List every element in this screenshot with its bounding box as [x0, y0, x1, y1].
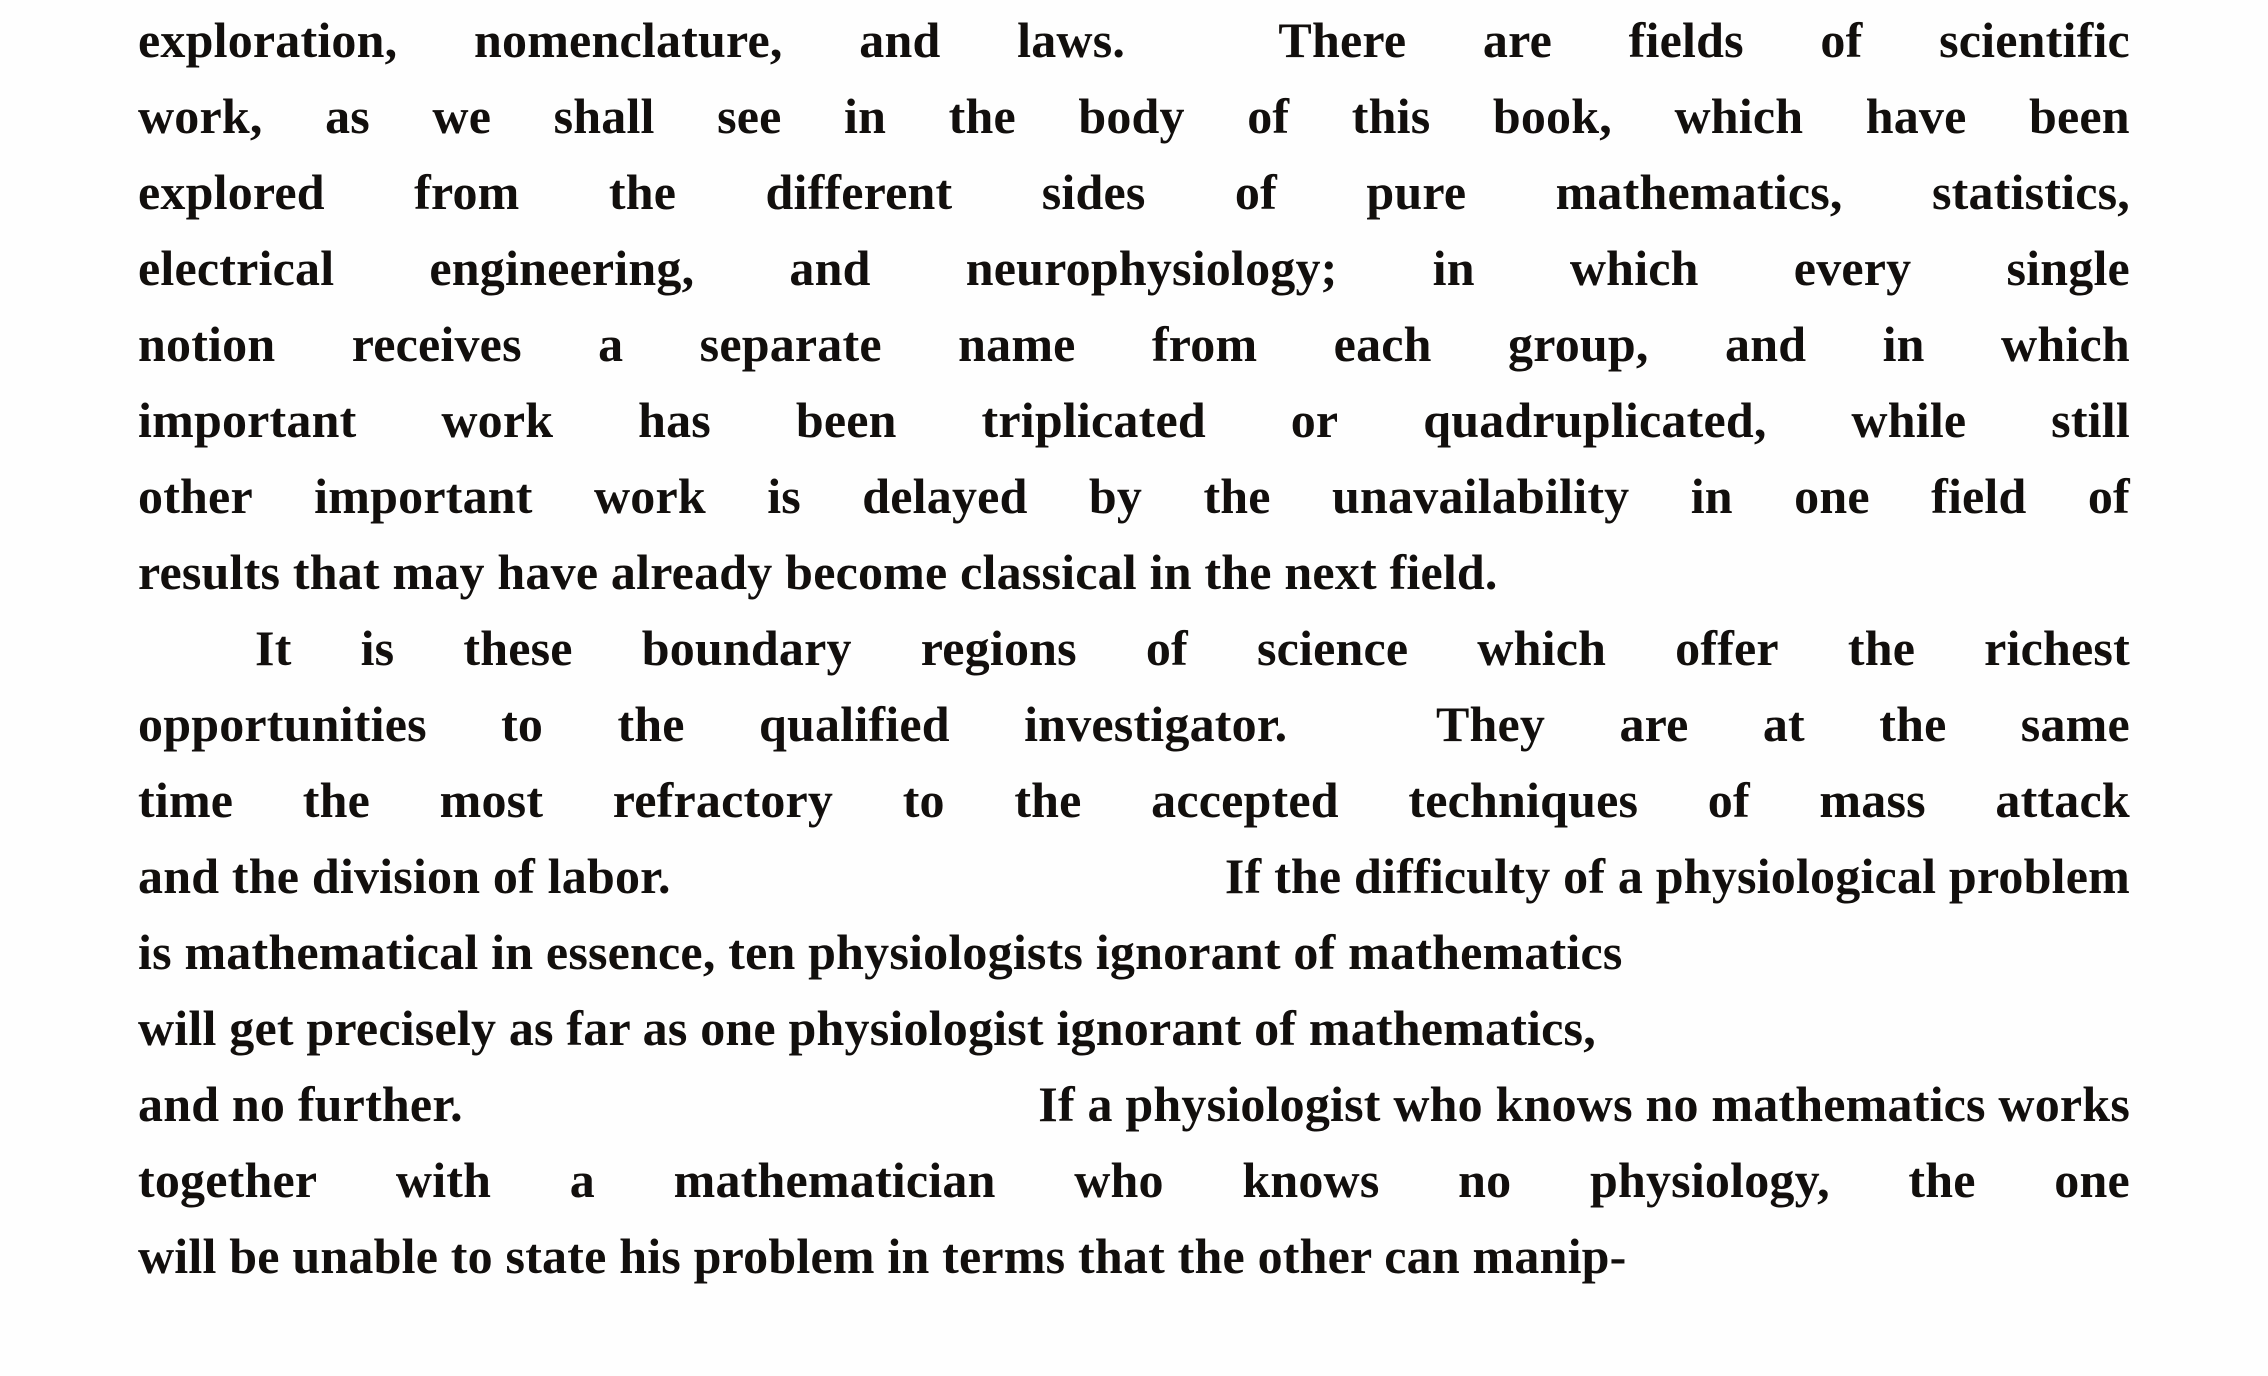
line-word: separate	[699, 316, 882, 372]
paragraph-2	[138, 610, 2130, 1294]
line-word: and no further.	[138, 1076, 463, 1132]
line-word: of	[1234, 164, 1277, 220]
line-word: a	[598, 316, 624, 372]
line-word: single	[2006, 240, 2130, 296]
line-word: name	[958, 316, 1076, 372]
line-word: each	[1333, 316, 1432, 372]
paragraph-indent	[138, 610, 186, 686]
line-word: offer	[1675, 620, 1779, 676]
line-word: work	[441, 392, 554, 448]
line-word: to	[902, 772, 945, 828]
text-line	[138, 230, 2130, 306]
line-word: in	[1690, 468, 1733, 524]
line-word: investigator.	[1024, 696, 1288, 752]
line-word: as	[325, 88, 370, 144]
line-word: opportunities	[138, 696, 427, 752]
line-word: which	[2001, 316, 2130, 372]
line-word: other	[138, 468, 253, 524]
line-word: no	[1458, 1152, 1512, 1208]
line-word: science	[1256, 620, 1409, 676]
text-line: will be unable to state his problem in terms that the other can manip-	[138, 1228, 1627, 1284]
text-line	[138, 382, 2130, 458]
line-word: of	[1820, 12, 1863, 68]
line-word: receives	[351, 316, 522, 372]
line-word: have	[1865, 88, 1967, 144]
line-word: this	[1351, 88, 1431, 144]
line-word: of	[2087, 468, 2130, 524]
line-word: in	[1882, 316, 1925, 372]
line-word: triplicated	[981, 392, 1206, 448]
line-word: techniques	[1408, 772, 1639, 828]
line-word: mathematics,	[1555, 164, 1843, 220]
text-line: will get precisely as far as one physiologist ignorant of mathematics,	[138, 1000, 1596, 1056]
line-word: same	[2020, 696, 2130, 752]
line-word: They	[1435, 696, 1546, 752]
text-line	[138, 686, 2130, 762]
line-word: who	[1074, 1152, 1164, 1208]
line-word: the	[1203, 468, 1271, 524]
line-word: scientific	[1939, 12, 2130, 68]
paragraph-1	[138, 2, 2130, 610]
line-word: sides	[1041, 164, 1146, 220]
line-word: these	[463, 620, 573, 676]
line-word: still	[2051, 392, 2130, 448]
line-word: notion	[138, 316, 276, 372]
line-word: the	[302, 772, 371, 828]
line-word: in	[844, 88, 887, 144]
line-word: to	[501, 696, 544, 752]
line-word: and	[859, 12, 941, 68]
line-word: are	[1619, 696, 1689, 752]
line-word: nomenclature,	[474, 12, 783, 68]
line-word: richest	[1984, 620, 2130, 676]
line-word: quadruplicated,	[1423, 392, 1767, 448]
line-word: in	[1432, 240, 1475, 296]
line-word: boundary	[641, 620, 852, 676]
line-word: the	[617, 696, 685, 752]
line-word: important	[138, 392, 357, 448]
text-line	[138, 78, 2130, 154]
line-word: with	[395, 1152, 492, 1208]
line-word: of	[1247, 88, 1290, 144]
line-word: the	[1014, 772, 1082, 828]
line-word: knows	[1242, 1152, 1380, 1208]
line-word: exploration,	[138, 12, 398, 68]
line-word: most	[439, 772, 544, 828]
text-line	[138, 1142, 2130, 1218]
body-text-column	[138, 2, 2130, 1294]
line-word: the	[1879, 696, 1947, 752]
line-word: mass	[1819, 772, 1926, 828]
line-word: It	[255, 620, 292, 676]
line-word: the	[948, 88, 1016, 144]
line-word: work	[593, 468, 706, 524]
line-word: which	[1569, 240, 1699, 296]
line-word: different	[765, 164, 953, 220]
line-word: important	[314, 468, 533, 524]
line-word: is	[360, 620, 395, 676]
line-word: attack	[1995, 772, 2130, 828]
text-line	[138, 610, 2130, 686]
text-line	[138, 154, 2130, 230]
line-word: physiology,	[1589, 1152, 1830, 1208]
line-word: of	[1145, 620, 1188, 676]
line-word: while	[1851, 392, 1967, 448]
line-word: delayed	[862, 468, 1028, 524]
line-word: pure	[1366, 164, 1467, 220]
text-line	[138, 762, 2130, 838]
line-word: the	[608, 164, 677, 220]
line-word: If a physiologist who knows no mathematics works	[1038, 1076, 2130, 1132]
line-word: from	[414, 164, 520, 220]
line-word: every	[1793, 240, 1912, 296]
text-line: is mathematical in essence, ten physiologists ignorant of mathematics	[138, 924, 1623, 980]
line-word: field	[1931, 468, 2027, 524]
line-word: has	[638, 392, 711, 448]
line-word: electrical	[138, 240, 335, 296]
line-word: statistics,	[1931, 164, 2130, 220]
line-word: body	[1078, 88, 1185, 144]
line-word: and the division of labor.	[138, 848, 671, 904]
line-word: is	[767, 468, 801, 524]
text-line	[138, 306, 2130, 382]
text-line	[138, 838, 2130, 914]
line-word: one	[1794, 468, 1870, 524]
line-word: neurophysiology;	[965, 240, 1338, 296]
line-word: unavailability	[1332, 468, 1630, 524]
line-word: group,	[1508, 316, 1649, 372]
line-word: the	[1908, 1152, 1976, 1208]
line-word: laws.	[1017, 12, 1126, 68]
line-word: one	[2054, 1152, 2130, 1208]
line-word: of	[1707, 772, 1750, 828]
line-word: engineering,	[429, 240, 695, 296]
text-line	[138, 1066, 2130, 1142]
line-word: which	[1674, 88, 1804, 144]
line-word: and	[789, 240, 871, 296]
line-word: shall	[553, 88, 655, 144]
line-word: which	[1477, 620, 1607, 676]
line-word: been	[795, 392, 897, 448]
line-word: time	[138, 772, 234, 828]
line-word: we	[432, 88, 492, 144]
line-word: together	[138, 1152, 318, 1208]
line-word: mathematician	[673, 1152, 996, 1208]
line-word: or	[1290, 392, 1339, 448]
line-word: There	[1278, 12, 1407, 68]
line-word: If the difficulty of a physiological problem	[1224, 848, 2130, 904]
line-word: see	[717, 88, 782, 144]
line-word: accepted	[1151, 772, 1339, 828]
line-word: by	[1088, 468, 1143, 524]
line-word: fields	[1628, 12, 1744, 68]
line-word: and	[1725, 316, 1807, 372]
line-word: qualified	[759, 696, 950, 752]
line-word: explored	[138, 164, 325, 220]
line-word: refractory	[612, 772, 834, 828]
text-line: results that may have already become classical in the next field.	[138, 544, 1498, 600]
line-word: been	[2029, 88, 2130, 144]
line-word: the	[1847, 620, 1916, 676]
line-word: are	[1482, 12, 1552, 68]
text-line	[138, 458, 2130, 534]
line-word: work,	[138, 88, 263, 144]
line-word: book,	[1492, 88, 1612, 144]
line-word: at	[1762, 696, 1805, 752]
line-word: from	[1151, 316, 1258, 372]
line-word: a	[569, 1152, 595, 1208]
line-word: regions	[920, 620, 1077, 676]
text-line	[138, 2, 2130, 78]
